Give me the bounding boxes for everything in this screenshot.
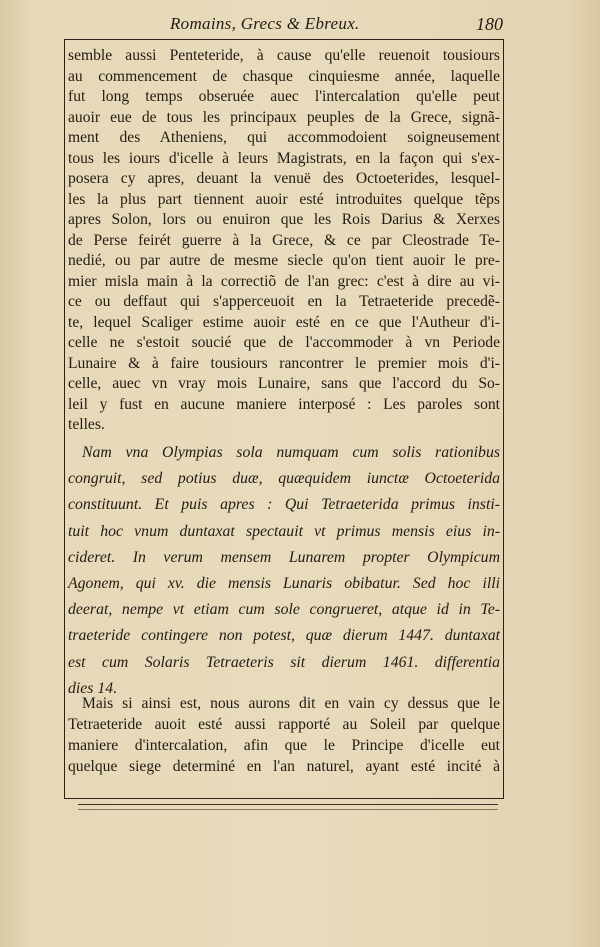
text-line: ce ou deffaut qui s'apperceuoit en la Tetraeteride precedẽ- bbox=[68, 293, 500, 310]
footer-rule bbox=[78, 804, 498, 805]
text-line: nedié, ou par autre de mesme siecle qu'on tient auoir le pre- bbox=[68, 252, 500, 269]
text-line: tous les iours d'icelle à leurs Magistrats, en la façon qui s'ex- bbox=[68, 149, 500, 167]
quote-line: congruit, sed potius duæ, quæquidem iunctæ Octoeterida bbox=[68, 470, 500, 488]
quote-line: dies 14. bbox=[68, 679, 118, 697]
text-line: au commencement de chasque cinquiesme année, laquelle bbox=[68, 67, 500, 85]
text-line: mier misla main à la correctiõ de l'an grec: c'est à dire au vi- bbox=[68, 272, 500, 290]
text-line: celle, auec vn vray mois Lunaire, sans que l'accord du So- bbox=[68, 375, 500, 392]
quote-line: cideret. In verum mensem Lunarem propter Olympicum bbox=[68, 548, 500, 566]
quote-line: traeteride contingere non potest, quæ dierum 1447. duntaxat bbox=[68, 627, 500, 645]
text-line: quelque siege determiné en l'an naturel, ayant esté incité à bbox=[68, 758, 500, 775]
footer-rule-shadow bbox=[78, 809, 498, 810]
quote-line: deerat, nempe vt etiam cum sole congrueret, atque id in Te- bbox=[68, 601, 500, 619]
text-line: fut long temps obseruée auec l'intercalation qu'elle peut bbox=[68, 88, 500, 105]
text-line: ment des Atheniens, qui accommodoient soigneusement bbox=[68, 129, 500, 146]
text-line: celle ne s'estoit soucié que de l'accommoder à vn Periode bbox=[68, 334, 500, 351]
quote-line: est cum Solaris Tetraeteris sit dierum 1461. differentia bbox=[68, 653, 500, 671]
text-line: apres Solon, lors ou enuiron que les Rois Darius & Xerxes bbox=[68, 211, 500, 228]
text-line: posera cy apres, deuant la venuë des Octoeterides, lesquel- bbox=[68, 170, 500, 187]
text-line: de Perse feirét guerre à la Grece, & ce par Cleostrade Te- bbox=[68, 231, 500, 249]
text-line: Lunaire & à faire tousiours rancontrer le premier mois d'i- bbox=[68, 354, 500, 372]
text-line: leil y fust en aucune maniere interposé : Les paroles sont bbox=[68, 395, 500, 413]
text-line: semble aussi Penteteride, à cause qu'elle reuenoit tousiours bbox=[68, 47, 500, 64]
running-head: Romains, Grecs & Ebreux. bbox=[170, 14, 360, 33]
text-line: maniere d'intercalation, afin que le Principe d'icelle eut bbox=[68, 737, 500, 754]
quote-line: Agonem, qui xv. die mensis Lunaris obibatur. Sed hoc illi bbox=[68, 574, 500, 592]
text-line: les la plus part tiennent auoir esté introduites quelque tẽps bbox=[68, 190, 500, 208]
latin-quotation bbox=[68, 440, 500, 702]
text-line: auoir eue de tous les principaux peuples de la Grece, signã- bbox=[68, 108, 500, 126]
paragraph-2 bbox=[68, 693, 500, 777]
text-line: Tetraeteride auoit esté aussi rapporté au Soleil par quelque bbox=[68, 716, 500, 733]
page-number: 180 bbox=[476, 14, 503, 34]
quote-line: constituunt. Et puis apres : Qui Tetraeterida primus insti- bbox=[68, 496, 500, 514]
text-line: te, lequel Scaliger estime auoir esté en ce que l'Autheur d'i- bbox=[68, 313, 500, 331]
paragraph-1 bbox=[68, 46, 500, 436]
text-line: Mais si ainsi est, nous aurons dit en vain cy dessus que le bbox=[82, 695, 500, 712]
quote-line: tuit hoc vnum duntaxat spectauit vt primus mensis eius in- bbox=[68, 522, 500, 540]
text-line: telles. bbox=[68, 416, 105, 433]
quote-line: Nam vna Olympias sola numquam cum solis rationibus bbox=[82, 444, 500, 461]
